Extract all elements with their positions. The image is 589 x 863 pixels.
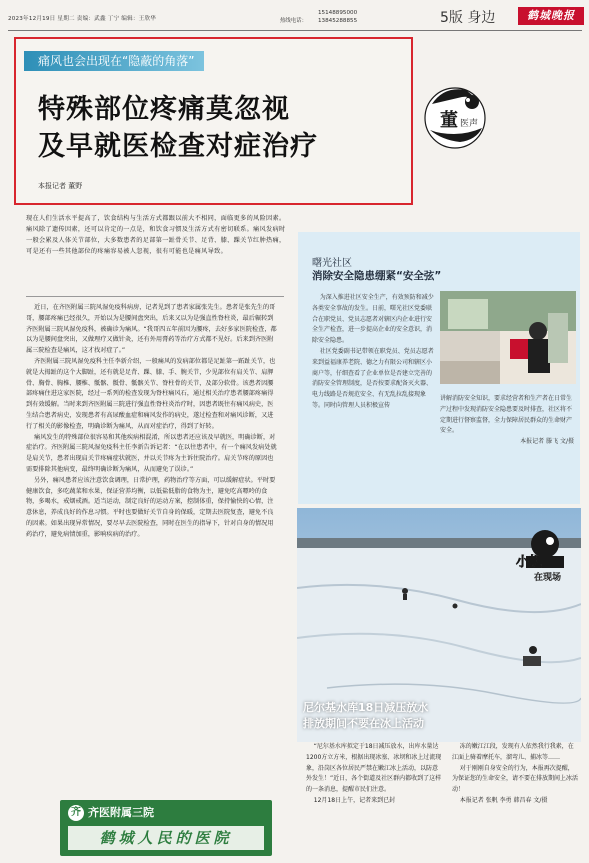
hotline-phone-2: 13845288855 <box>318 17 358 24</box>
ice-paragraph: 12月18日上午，记者来到已封 <box>313 796 396 804</box>
community-paragraph: 为深入推进社区安全生产，有效预防和减少各类安全事故的发生。日前，曙光社区党委联合在职党员、党员志愿者对辖区内企业进行安全生产检查，进一步提高企业的安全意识，消除安全隐患。 <box>312 294 434 345</box>
ice-article-text-right <box>452 742 578 807</box>
xiaofan-label: 小帆 <box>516 555 543 570</box>
article-intro: 现在人们生活水平提高了，饮食结构与生活方式都跟以前大不相同，面临更多的风险因素。痛风除了遗传因素，还可以肯定的一点是，和饮食习惯及生活方式有密切联系。痛风发病时一般会累及人体关节部位，大多数患者的足部第一趾骨关节、足背、膝、踝关节红肿热痛，可是还有一些其他部位的疼痛容易被人忽视，很有可能也是痛风导致。 <box>26 215 286 255</box>
column-badge-illustration <box>420 82 490 152</box>
headline-title <box>38 91 318 165</box>
column-badge-small: 医声 <box>460 119 479 129</box>
ice-photo-caption <box>303 700 428 732</box>
community-paragraph: 讲解消防安全知识，要求经营者和生产者在日常生产过程中发现消防安全隐患要及时排查，社区将不定期进行督察监督，全力保障居民群众的生命财产安全。 <box>440 395 573 435</box>
hospital-name: 齐医附属三院 <box>88 806 154 819</box>
community-photo <box>440 291 576 384</box>
page-number: 5版 <box>440 10 463 26</box>
community-credit: 本报记者 滕飞 文/摄 <box>520 438 574 446</box>
ice-paragraph: “尼尔基水库拟定于18日减压放水，出库水量达1200方立方米，根据出现冰塞、冰坝和冰上过流现象，沿岗区各位居民严禁在嫩江冰上活动，以防意外发生！”近日，各个街道及社区群内都收到了这样的一条消息，提醒市民们注意。 <box>306 743 442 794</box>
section-name: 身边 <box>467 10 496 26</box>
ice-credit: 本报记者 张帆 李勇 韩昌春 文/摄 <box>459 796 548 804</box>
headline-kicker: 痛风也会出现在“隐蔽的角落” <box>24 51 204 71</box>
intro-divider <box>26 296 284 297</box>
headline-title-line-1: 特殊部位疼痛莫忽视 <box>38 94 290 125</box>
hospital-slogan: 鹤城人民的医院 <box>68 826 264 850</box>
hospital-emblem-icon: 齐 <box>68 805 84 821</box>
body-paragraph: 近日，在齐医附属三院风湿免疫科病房，记者见到了患者家属张先生。患者是张先生的哥哥，腰部疼痛已经很久，开始以为是腰间盘突出，后来又以为是强直性脊柱炎，最后辗转到齐医附属三院风湿免疫科，被确诊为痛风。“我哥四五年前因为腰疼，去好多家医院检查，都以为是腰间盘突出，又做理疗又做针灸，还有外用膏药等治疗方式都不见好。后来到齐医附属三院检查是痛风，这才找对症了。” <box>26 304 277 355</box>
community-article-text <box>312 293 434 412</box>
hotline-numbers <box>318 10 357 25</box>
community-article-text-continued <box>440 394 574 448</box>
newspaper-logo: 鹤城晚报 <box>518 7 584 25</box>
xiaofan-sub: 在现场 <box>534 573 562 583</box>
community-title-line-2: 消除安全隐患绷紧“安全弦” <box>312 270 442 282</box>
xiaofan-badge-illustration <box>512 520 578 584</box>
page-section <box>440 7 495 27</box>
body-paragraph: 另外，痛风患者应该注意饮食调理，日常护理，药物治疗等方面，可以缓解症状。平时要健康饮食，多吃蔬菜和水果，保证营养均衡，以低盐低脂的食物为主，避免吃高嘌呤的食物，多喝水，戒烟戒酒。适当运动，制定良好的运动方案，控制体重，保持愉快的心情，注意休息，养成良好的作息习惯。平时也要做好关节自身的保暖，定期去医院复查，避免不良的因素。如果出现异常情况，要尽早去医院检查，同时在医生的指导下，针对自身的情况用药治疗，避免病情加重，影响疾病的治疗。 <box>26 476 276 538</box>
body-paragraph: 齐医附属三院风湿免疫科主任李新介绍，一般痛风的发病部位都是足趾第一跖趾关节，也就是大拇趾的这个大脚趾，还有就是足背、踝、膝、手、腕关节，少见部位有肩关节、肩胛骨、胸骨、胸椎、腰椎、骶髂、骶骨、骶髂关节、脊柱骨的关节，及部分软骨。该患者因腰部疼痛住进这家医院，经过一系列的检查发现为脊柱痛风石，通过相关治疗患者腰部疼痛得到有效缓解。当时来到齐医附属三院进行强直性脊柱炎治疗时，因患者既往有痛风病史，医生结合患者病史，发现患者有高尿酸血症和痛风发作的病史，遂过检查和对痛风诊断，又进行了相关的影像检查，明确诊断为痛风，从而对症治疗，得到了好转。 <box>26 357 276 430</box>
community-paragraph: 社区党委副书记带领在职党员、党员志愿者来到益福康养老院、德之力有限公司和辖区小商户等，仔细查看了企业单位是否建立完善的消防安全管理制度，是否按要求配备灭火器、电力线路是否规范安全、有无乱拉乱接现象等。同时向管理人员积极宣传 <box>312 347 434 409</box>
body-paragraph: 痛风发生的特殊部位很容易和其他疾病相混淆，所以患者还应该及早就医，明确诊断，对症治疗。齐医附属三院风湿免疫科主任李新告诉记者：“在以往患者中，有一个痛风发病处就是肩关节，患者出现肩关节疼痛症状就医，并以关节疼为主诉住院治疗。肩关节疼的原因也需要排除其他病变，最终明确诊断为痛风，从而避免了误诊。” <box>26 433 277 473</box>
hotline-phone-1: 15148895000 <box>318 10 358 16</box>
page-masthead <box>8 6 582 28</box>
headline-box <box>14 37 413 205</box>
hotline-label: 热线电话： <box>280 18 307 24</box>
article-byline: 本报记者 董野 <box>38 182 83 190</box>
issue-date-line: 2023年12月19日 星期二 责编：武鑫 丁宁 编辑：王欣华 <box>8 16 157 22</box>
ice-paragraph: 冻的嫩江江段，发现有人依然我行我素，在江面上骑着摩托车，溜弯儿、捕冰等…… <box>452 743 574 761</box>
article-body <box>26 303 278 541</box>
column-badge-big: 董 <box>440 110 458 131</box>
headline-title-line-2: 及早就医检查对症治疗 <box>38 131 318 162</box>
ice-caption-line-2: 排放期间不要在冰上活动 <box>303 717 424 730</box>
ice-article-text-left <box>306 742 442 807</box>
hospital-logo <box>60 800 272 856</box>
ice-paragraph: 对于刚刚自身安全的行为，本报再次提醒，为保证您的生命安全，请不要在排放期间上冰活动！ <box>452 764 579 794</box>
masthead-divider <box>8 30 582 31</box>
community-title-line-1: 曙光社区 <box>312 258 352 269</box>
ice-caption-line-1: 尼尔基水库18日减压放水 <box>303 701 429 714</box>
